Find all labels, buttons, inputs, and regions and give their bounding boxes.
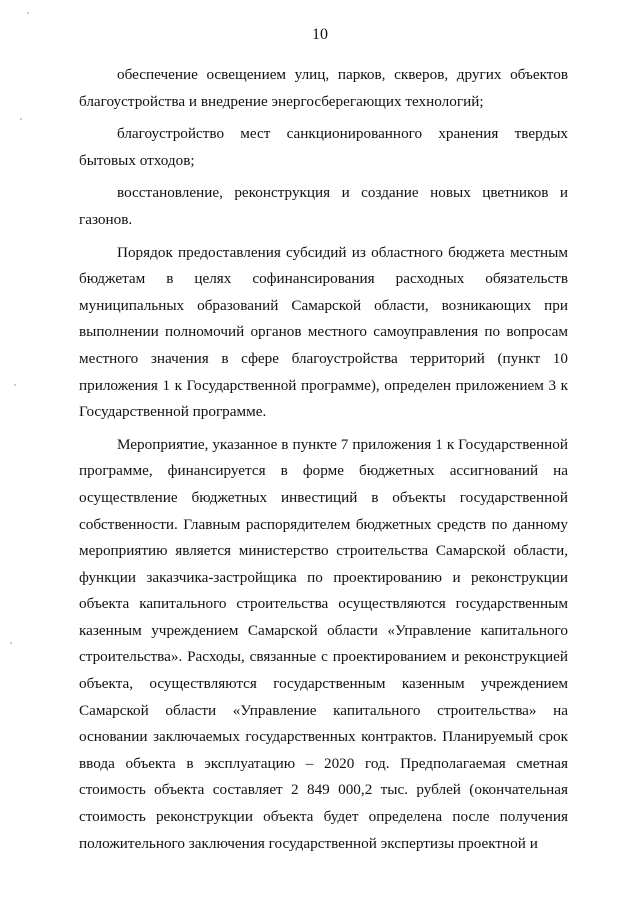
paragraph-waste-storage: благоустройство мест санкционированного хранения твердых бытовых отходов; (79, 125, 568, 169)
paragraph-subsidy-procedure: Порядок предоставления субсидий из областного бюджета местным бюджетам в целях софинансирования расходных обязательств муниципальных образований Самарской области, возникающих при выполнении полномочий органов местного самоуправления по вопросам местного значения в сфере благоустройства территорий (пункт 10 приложения 1 к Государственной программе), определен приложением 3 к Государственной программе. (79, 243, 568, 421)
paragraph-lighting: обеспечение освещением улиц, парков, скверов, других объектов благоустройства и внедрение энергосберегающих технологий; (79, 66, 568, 110)
page-number: 10 (312, 26, 328, 43)
paragraph-measure-financing: Мероприятие, указанное в пункте 7 приложения 1 к Государственной программе, финансируется в форме бюджетных ассигнований на осуществление бюджетных инвестиций в объекты государственной собственности. Главным распорядителем бюджетных средств по данному мероприятию является министерство строительства Самарской области, функции заказчика-застройщика по проектированию и реконструкции объекта капитального строительства осуществляются государственным казенным учреждением Самарской области «Управление капитального строительства». Расходы, связанные с проектированием и реконструкцией объекта, осуществляются государственным казенным учреждением Самарской области «Управление капитального строительства» на основании заключаемых государственных контрактов. Планируемый срок ввода объекта в эксплуатацию – 2020 год. Предполагаемая сметная стоимость объекта составляет 2 849 000,2 тыс. рублей (окончательная стоимость реконструкции объекта будет определена после получения положительного заключения государственной экспертизы проектной и (79, 435, 568, 852)
scan-edge-mark (14, 384, 16, 386)
scan-edge-mark (10, 642, 12, 644)
scan-edge-mark (20, 118, 22, 120)
scan-edge-mark (27, 12, 29, 14)
document-body (79, 62, 568, 863)
paragraph-flowerbeds: восстановление, реконструкция и создание новых цветников и газонов. (79, 184, 568, 228)
